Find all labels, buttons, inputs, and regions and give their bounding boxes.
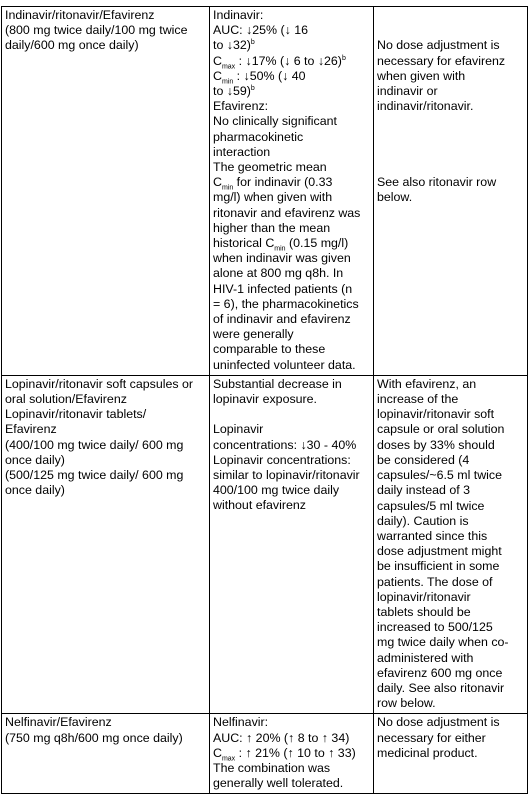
effect-cell: Indinavir: AUC: ↓25% (↓ 16 to ↓32)$^b$ $C_{max}$ : ↓17% (↓ 6 to ↓26)$^b$ $C_{min}$ : ↓50% (↓ 40 to ↓59)$^b$ Efavirenz: No clinically significant pharmacokinetic interaction The geometric mean $C_{min}$ for indinavir (0.33 mg/l) when given with ritonavir and efavirenz was higher than the mean historical $C_{min}$ (0.15 mg/l) when indinavir was given alone at 800 mg q8h. In HIV-1 infected patients (n = 6), the pharmacokinetics of indinavir and efavirenz were generally comparable to these uninfected volunteer data.	[210, 7, 374, 376]
drug-cell: Indinavir/ritonavir/Efavirenz (800 mg twice daily/100 mg twice daily/600 mg once daily)	[2, 7, 210, 376]
footnote-marker: b	[341, 54, 346, 62]
interaction-table	[1, 6, 528, 794]
recommendation-cell: With efavirenz, an increase of the lopinavir/ritonavir soft capsule or oral solution doses by 33% should be considered (4 capsules/~6.5 ml twice daily instead of 3 capsules/5 ml twice daily). Caution is warranted since this dose adjustment might be insufficient in some patients. The dose of lopinavir/ritonavir tablets should be increased to 500/125 mg twice daily when co- administered with efavirenz 600 mg once daily. See also ritonavir row below.	[374, 375, 528, 713]
footnote-marker: b	[250, 84, 255, 92]
table-row-nelfinavir	[2, 714, 528, 794]
drug-cell: Nelfinavir/Efavirenz (750 mg q8h/600 mg once daily)	[2, 714, 210, 794]
drug-cell: Lopinavir/ritonavir soft capsules or oral solution/Efavirenz Lopinavir/ritonavir tablets/ Efavirenz (400/100 mg twice daily/ 600 mg once daily) (500/125 mg twice daily/ 600 mg once daily)	[2, 375, 210, 713]
recommendation-cell: No dose adjustment is necessary for efavirenz when given with indinavir or indinavir/ritonavir. See also ritonavir row below.	[374, 7, 528, 376]
footnote-marker: b	[250, 39, 255, 47]
effect-cell: Nelfinavir: AUC: ↑ 20% (↑ 8 to ↑ 34) $C_{max}$ : ↑ 21% (↑ 10 to ↑ 33) The combination was generally well tolerated.	[210, 714, 374, 794]
recommendation-cell: No dose adjustment is necessary for either medicinal product.	[374, 714, 528, 794]
table-row-indinavir	[2, 7, 528, 376]
table-row-lopinavir	[2, 375, 528, 713]
effect-cell: Substantial decrease in lopinavir exposure. Lopinavir concentrations: ↓30 - 40% Lopinavir concentrations: similar to lopinavir/ritonavir 400/100 mg twice daily without efavirenz	[210, 375, 374, 713]
